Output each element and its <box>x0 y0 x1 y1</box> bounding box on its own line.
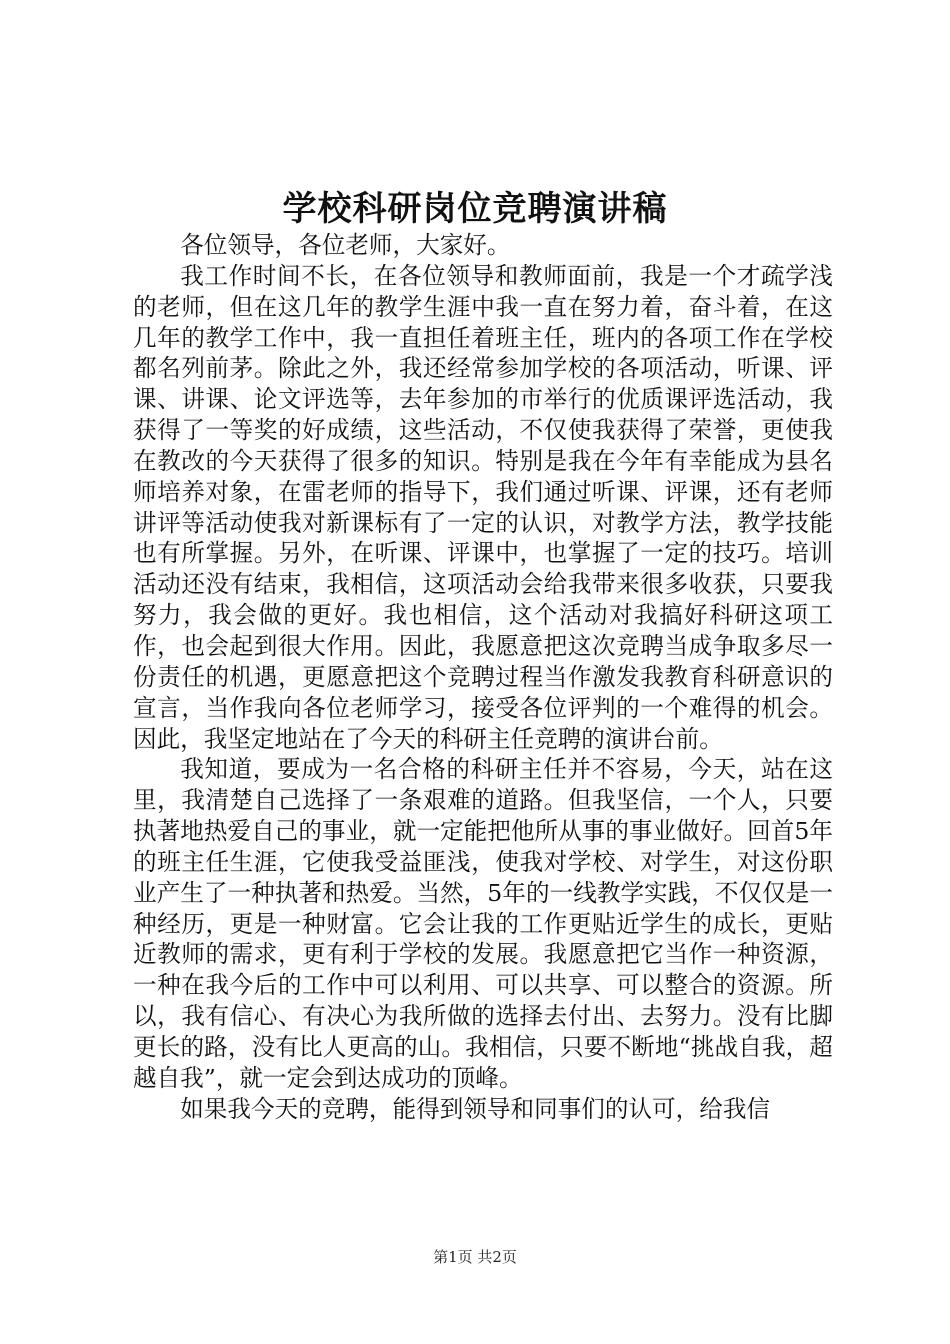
paragraph: 如果我今天的竞聘，能得到领导和同事们的认可，给我信 <box>180 1094 771 1123</box>
page-number-footer: 第1页 共2页 <box>433 1248 517 1266</box>
paragraph: 我工作时间不长，在各位领导和教师面前，我是一个才疏学浅的老师，但在这几年的教学生涯中我一直在努力着，奋斗着，在这几年的教学工作中，我一直担任着班主任，班内的各项工作在学校都名列前茅。除此之外，我还经常参加学校的各项活动，听课、评课、讲课、论文评选等，去年参加的市举行的优质课评选活动，我获得了一等奖的好成绩，这些活动，不仅使我获得了荣誉，更使我在教改的今天获得了很多的知识。特别是我在今年有幸能成为县名师培养对象，在雷老师的指导下，我们通过听课、评课，还有老师讲评等活动使我对新课标有了一定的认识，对教学方法，教学技能也有所掌握。另外，在听课、评课中，也掌握了一定的技巧。培训活动还没有结束，我相信，这项活动会给我带来很多收获，只要我努力，我会做的更好。我也相信，这个活动对我搞好科研这项工作，也会起到很大作用。因此，我愿意把这次竞聘当成争取多尽一份责任的机遇，更愿意把这个竞聘过程当作激发我教育科研意识的宣言，当作我向各位老师学习，接受各位评判的一个难得的机会。因此，我坚定地站在了今天的科研主任竞聘的演讲台前。 <box>133 261 833 753</box>
paragraph: 我知道，要成为一名合格的科研主任并不容易，今天，站在这里，我清楚自己选择了一条艰难的道路。但我坚信，一个人，只要执著地热爱自己的事业，就一定能把他所从事的事业做好。回首5年的班主任生涯，它使我受益匪浅，使我对学校、对学生，对这份职业产生了一种执著和热爱。当然，5年的一线教学实践，不仅仅是一种经历，更是一种财富。它会让我的工作更贴近学生的成长，更贴近教师的需求，更有利于学校的发展。我愿意把它当作一种资源，一种在我今后的工作中可以利用、可以共享、可以整合的资源。所以，我有信心、有决心为我所做的选择去付出、去努力。没有比脚更长的路，没有比人更高的山。我相信，只要不断地“挑战自我，超越自我”，就一定会到达成功的顶峰。 <box>133 755 833 1092</box>
paragraph-greeting: 各位领导，各位老师，大家好。 <box>180 231 511 259</box>
document-body <box>133 230 833 1124</box>
document-title: 学校科研岗位竞聘演讲稿 <box>282 189 668 229</box>
